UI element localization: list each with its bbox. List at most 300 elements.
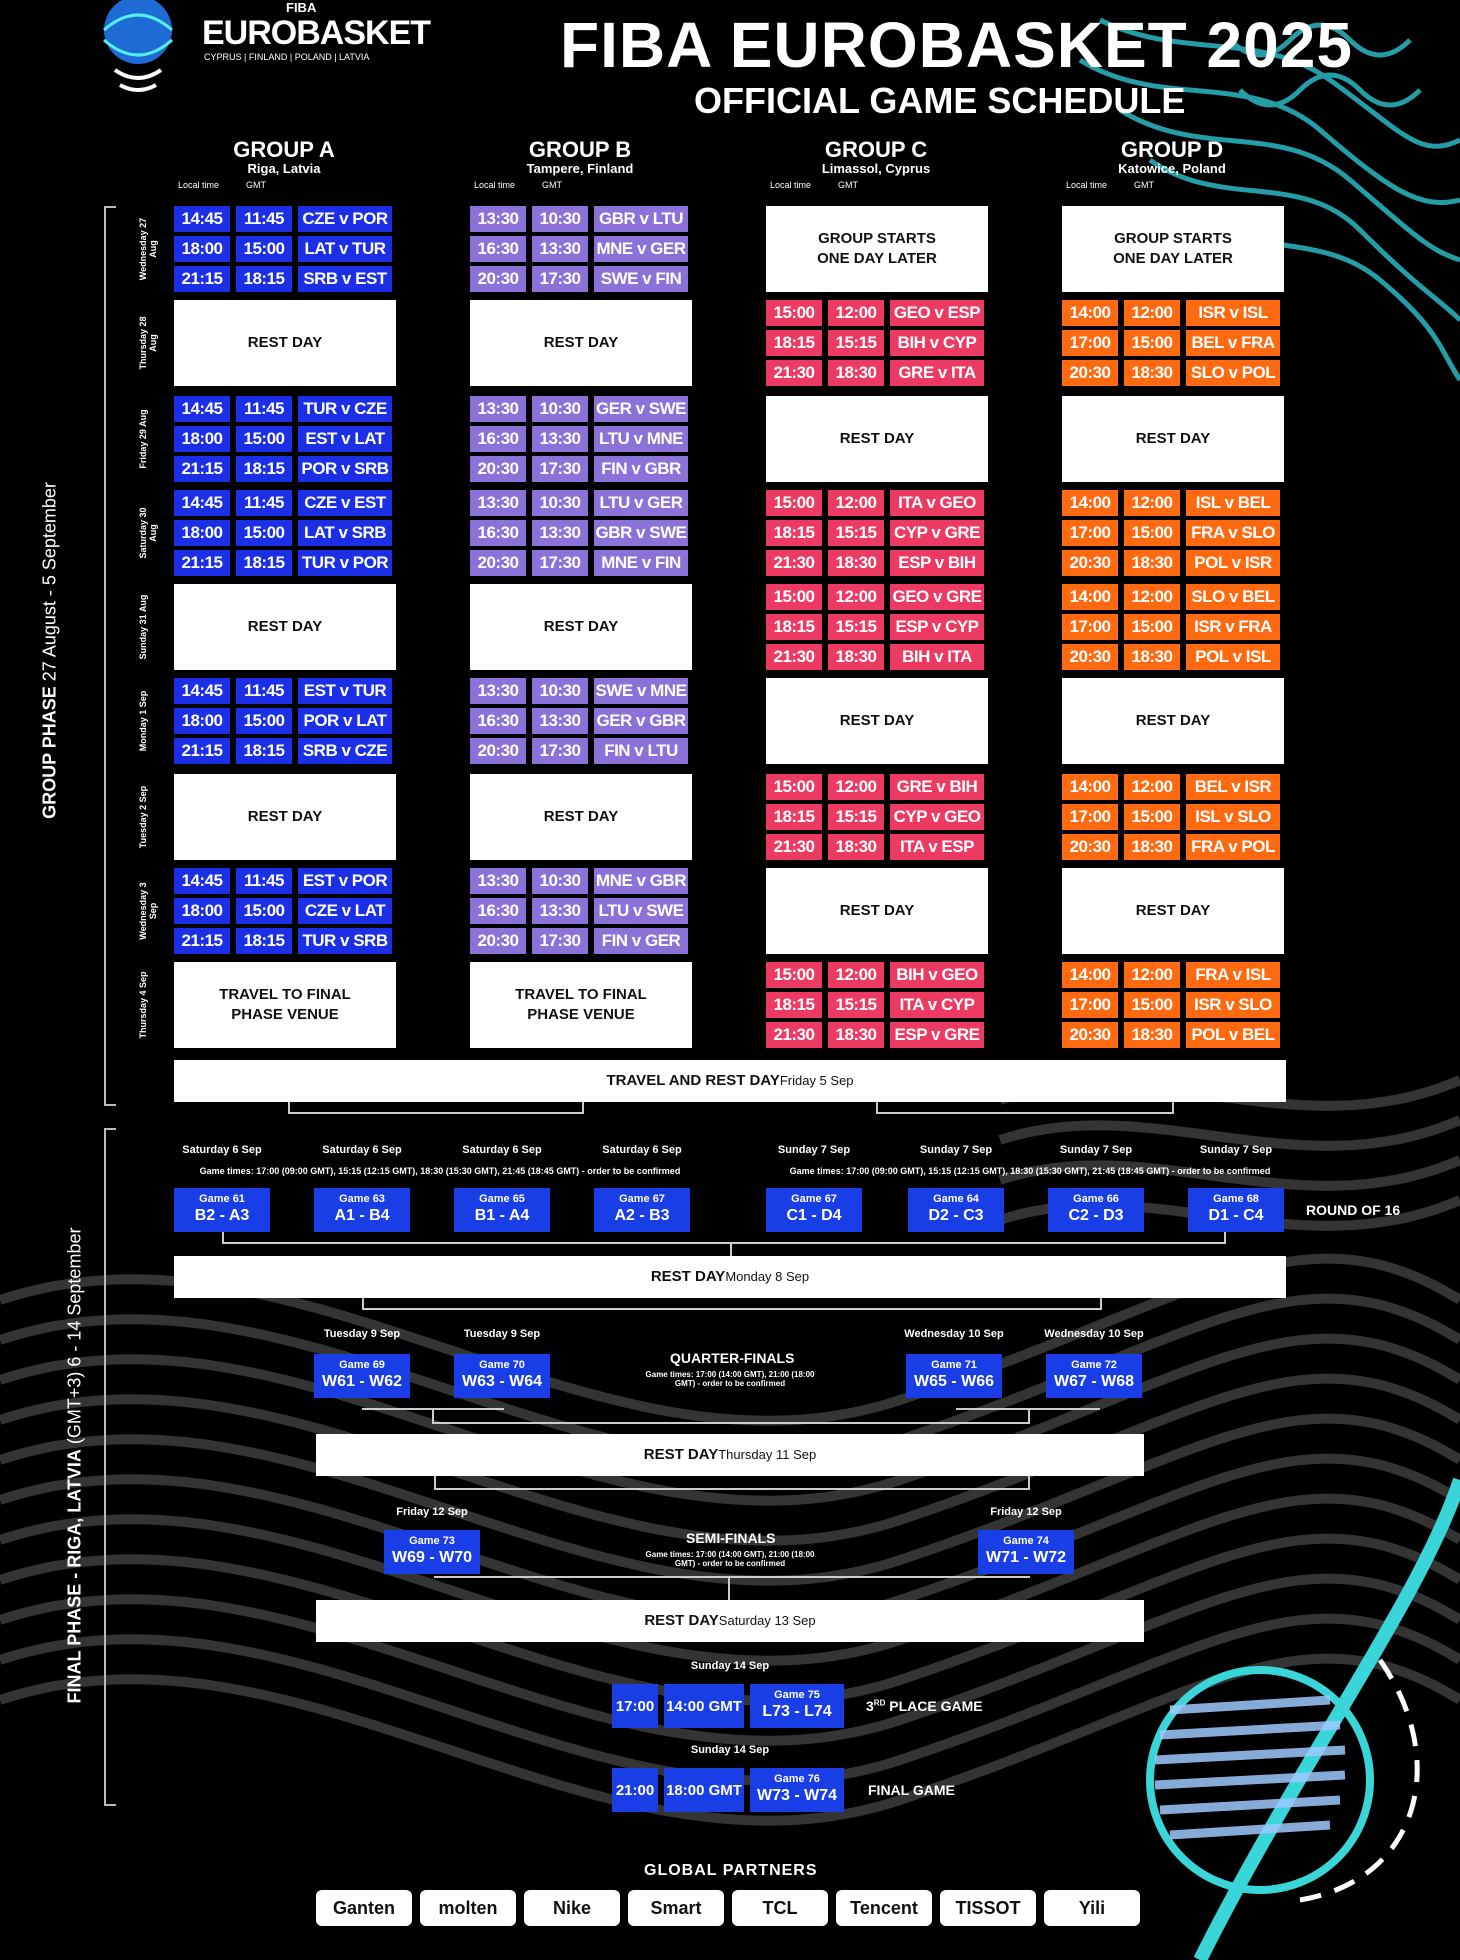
- matchup: LAT v TUR: [298, 236, 392, 262]
- game-number: Game 67: [619, 1193, 665, 1205]
- gmt-time: 15:00: [1124, 520, 1180, 546]
- fiba-wordmark: FIBA: [286, 0, 317, 15]
- rest13-date: Saturday 13 Sep: [718, 1613, 816, 1628]
- partner-logo[interactable]: Ganten: [316, 1890, 412, 1926]
- gmt-time: 18:15: [236, 738, 292, 764]
- gmt-time: 12:00: [1124, 300, 1180, 326]
- local-time: 16:30: [470, 520, 526, 546]
- local-time: 18:00: [174, 898, 230, 924]
- connector-line: [222, 1242, 1226, 1244]
- day-label: Tuesday 2 Sep: [138, 785, 148, 849]
- partner-logo[interactable]: TISSOT: [940, 1890, 1036, 1926]
- game-box[interactable]: [1046, 1354, 1142, 1398]
- host-countries: CYPRUS | FINLAND | POLAND | LATVIA: [204, 52, 370, 62]
- game-row[interactable]: [470, 206, 688, 232]
- game-row[interactable]: [470, 456, 688, 482]
- gmt-time: 12:00: [1124, 962, 1180, 988]
- gmt-time: 11:45: [236, 206, 292, 232]
- game-number: Game 73: [409, 1535, 455, 1547]
- game-row[interactable]: [1062, 360, 1280, 386]
- day-label: Sunday 31 Aug: [138, 594, 148, 660]
- game-row[interactable]: [1062, 962, 1280, 988]
- gmt-time: 15:00: [236, 236, 292, 262]
- local-time: 17:00: [1062, 330, 1118, 356]
- game-number: Game 72: [1071, 1359, 1117, 1371]
- gmt-time: 10:30: [532, 490, 588, 516]
- matchup: POR v SRB: [298, 456, 392, 482]
- game-row[interactable]: [766, 360, 984, 386]
- gmt-time: 18:15: [236, 550, 292, 576]
- matchup: GRE v ITA: [890, 360, 984, 386]
- local-time: 14:45: [174, 396, 230, 422]
- game-box[interactable]: [454, 1188, 550, 1232]
- gmt-time: 12:00: [828, 584, 884, 610]
- game-row[interactable]: [470, 898, 688, 924]
- rest-day-box: REST DAY: [766, 678, 988, 764]
- game-matchup: W73 - W74: [756, 1787, 837, 1804]
- connector-line: [362, 1298, 364, 1310]
- gmt-time: 13:30: [532, 426, 588, 452]
- game-box[interactable]: [314, 1188, 410, 1232]
- game-row[interactable]: [1062, 490, 1280, 516]
- local-time: 21:30: [766, 360, 822, 386]
- r16-sunday-times: Game times: 17:00 (09:00 GMT), 15:15 (12:15 GMT), 18:30 (15:30 GMT), 21:45 (18:45 GMT) - order to be confirmed: [789, 1166, 1271, 1176]
- game-number: Game 76: [774, 1773, 820, 1785]
- game-row[interactable]: [766, 330, 984, 356]
- connector-line: [876, 1112, 1172, 1114]
- rest11-date: Thursday 11 Sep: [718, 1447, 817, 1462]
- matchup: BEL v FRA: [1186, 330, 1280, 356]
- matchup: POL v BEL: [1186, 1022, 1280, 1048]
- game-row[interactable]: [174, 868, 392, 894]
- gmt-column-label: GMT: [246, 180, 266, 190]
- game-row[interactable]: [174, 236, 392, 262]
- final-phase-dates: (GMT+3) 6 - 14 September: [64, 1227, 85, 1450]
- matchup: MNE v GBR: [594, 868, 688, 894]
- game-row[interactable]: [174, 550, 392, 576]
- game-row[interactable]: [766, 834, 984, 860]
- gmt-time: 17:30: [532, 456, 588, 482]
- day-label: Thursday 4 Sep: [138, 971, 148, 1039]
- matchup: EST v TUR: [298, 678, 392, 704]
- partner-logo[interactable]: Yili: [1044, 1890, 1140, 1926]
- game-matchup: B2 - A3: [194, 1207, 250, 1224]
- rest-day-band-13sep: [316, 1600, 1144, 1642]
- game-day: Tuesday 9 Sep: [463, 1328, 541, 1340]
- matchup: FIN v LTU: [594, 738, 688, 764]
- local-time: 14:45: [174, 868, 230, 894]
- matchup: TUR v POR: [298, 550, 392, 576]
- game-day: Friday 12 Sep: [396, 1506, 468, 1518]
- game-number: Game 74: [1003, 1535, 1049, 1547]
- gmt-time: 15:00: [1124, 992, 1180, 1018]
- gmt-time: 18:30: [828, 1022, 884, 1048]
- final-phase-label: [65, 1221, 86, 1711]
- rest8-title: REST DAY: [650, 1268, 726, 1285]
- game-row[interactable]: [470, 928, 688, 954]
- game-box[interactable]: [384, 1530, 480, 1574]
- game-box[interactable]: [174, 1188, 270, 1232]
- gmt-time: 15:00: [236, 426, 292, 452]
- game-row[interactable]: [470, 520, 688, 546]
- game-matchup: W61 - W62: [321, 1373, 402, 1390]
- final-day: Sunday 14 Sep: [690, 1744, 770, 1756]
- game-row[interactable]: [1062, 834, 1280, 860]
- local-time: 21:30: [766, 834, 822, 860]
- game-row[interactable]: [174, 678, 392, 704]
- local-time: 21:15: [174, 928, 230, 954]
- local-time: 18:00: [174, 236, 230, 262]
- game-76[interactable]: [750, 1768, 844, 1812]
- game-matchup: A2 - B3: [614, 1207, 670, 1224]
- connector-line: [432, 1422, 1030, 1424]
- gmt-time: 15:15: [828, 520, 884, 546]
- game-row[interactable]: [174, 898, 392, 924]
- game-row[interactable]: [174, 266, 392, 292]
- connector-line: [434, 1476, 436, 1490]
- game-day: Sunday 7 Sep: [777, 1144, 851, 1156]
- game-box[interactable]: [766, 1188, 862, 1232]
- game-row[interactable]: [470, 236, 688, 262]
- day-label: Wednesday 27 Aug: [138, 217, 158, 281]
- gmt-time: 18:30: [1124, 550, 1180, 576]
- local-time: 14:00: [1062, 490, 1118, 516]
- game-row[interactable]: [174, 708, 392, 734]
- group-phase-bracket: [104, 206, 116, 1106]
- local-time: 14:45: [174, 490, 230, 516]
- group-starts-later-box: GROUP STARTS ONE DAY LATER: [1062, 206, 1284, 292]
- game-row[interactable]: [766, 300, 984, 326]
- game-matchup: C1 - D4: [786, 1207, 842, 1224]
- connector-line: [434, 1488, 1030, 1490]
- gmt-column-label: GMT: [838, 180, 858, 190]
- matchup: ESP v CYP: [890, 614, 984, 640]
- game-row[interactable]: [174, 490, 392, 516]
- game-box[interactable]: [314, 1354, 410, 1398]
- third-place-number: 3: [866, 1698, 874, 1714]
- game-row[interactable]: [1062, 804, 1280, 830]
- local-time: 15:00: [766, 774, 822, 800]
- game-row[interactable]: [1062, 520, 1280, 546]
- game-row[interactable]: [766, 614, 984, 640]
- group-name: GROUP A: [233, 137, 335, 162]
- game-row[interactable]: [766, 1022, 984, 1048]
- local-time: 21:30: [766, 1022, 822, 1048]
- gmt-time: 18:15: [236, 266, 292, 292]
- game-row[interactable]: [174, 520, 392, 546]
- gmt-time: 13:30: [532, 236, 588, 262]
- game-number: Game 68: [1213, 1193, 1259, 1205]
- game-number: Game 61: [199, 1193, 245, 1205]
- game-day: Saturday 6 Sep: [462, 1144, 542, 1156]
- gmt-time: 15:00: [1124, 614, 1180, 640]
- game-matchup: L73 - L74: [762, 1703, 832, 1720]
- local-time: 13:30: [470, 206, 526, 232]
- game-number: Game 67: [791, 1193, 837, 1205]
- game-row[interactable]: [1062, 300, 1280, 326]
- rest-day-box: REST DAY: [766, 868, 988, 954]
- group-header-a: [154, 137, 414, 190]
- gmt-time: 11:45: [236, 678, 292, 704]
- gmt-time: 17:30: [532, 550, 588, 576]
- page-subtitle: OFFICIAL GAME SCHEDULE: [694, 80, 1186, 121]
- game-row[interactable]: [470, 550, 688, 576]
- rest-day-box: REST DAY: [766, 396, 988, 482]
- matchup: CZE v EST: [298, 490, 392, 516]
- matchup: CYP v GEO: [890, 804, 984, 830]
- game-row[interactable]: [1062, 550, 1280, 576]
- matchup: CZE v POR: [298, 206, 392, 232]
- game-row[interactable]: [470, 396, 688, 422]
- gmt-time: 15:15: [828, 992, 884, 1018]
- matchup: CZE v LAT: [298, 898, 392, 924]
- rest-day-box: REST DAY: [174, 300, 396, 386]
- rest-day-box: REST DAY: [470, 300, 692, 386]
- matchup: SRB v EST: [298, 266, 392, 292]
- matchup: BIH v CYP: [890, 330, 984, 356]
- travel-box: TRAVEL TO FINAL PHASE VENUE: [174, 962, 396, 1048]
- game-box[interactable]: [1048, 1188, 1144, 1232]
- game-row[interactable]: [174, 396, 392, 422]
- game-box[interactable]: [1188, 1188, 1284, 1232]
- partner-logo[interactable]: TCL: [732, 1890, 828, 1926]
- gmt-time: 15:15: [828, 804, 884, 830]
- local-time: 18:15: [766, 520, 822, 546]
- rest11-title: REST DAY: [643, 1446, 719, 1463]
- game-row[interactable]: [1062, 644, 1280, 670]
- game-row[interactable]: [1062, 1022, 1280, 1048]
- local-time-column-label: Local time: [770, 180, 812, 190]
- gmt-column-label: GMT: [542, 180, 562, 190]
- group-header-c: [746, 137, 1006, 190]
- sf-times: Game times: 17:00 (14:00 GMT), 21:00 (18:00 GMT) - order to be confirmed: [645, 1550, 815, 1568]
- game-row[interactable]: [766, 992, 984, 1018]
- connector-line: [1172, 1102, 1174, 1114]
- gmt-time: 15:00: [1124, 330, 1180, 356]
- local-time: 21:15: [174, 266, 230, 292]
- game-matchup: D1 - C4: [1208, 1207, 1264, 1224]
- matchup: ISR v FRA: [1186, 614, 1280, 640]
- partner-logo[interactable]: Smart: [628, 1890, 724, 1926]
- partner-logo[interactable]: Nike: [524, 1890, 620, 1926]
- game-box[interactable]: [454, 1354, 550, 1398]
- gmt-time: 18:15: [236, 456, 292, 482]
- game-row[interactable]: [470, 708, 688, 734]
- game-row[interactable]: [470, 426, 688, 452]
- game-box[interactable]: [906, 1354, 1002, 1398]
- travel-rest-band: [174, 1060, 1286, 1102]
- gmt-time: 15:00: [236, 898, 292, 924]
- game-matchup: W65 - W66: [913, 1373, 994, 1390]
- gmt-time: 15:00: [1124, 804, 1180, 830]
- gmt-time: 18:30: [1124, 644, 1180, 670]
- gmt-time: 12:00: [1124, 584, 1180, 610]
- matchup: ITA v GEO: [890, 490, 984, 516]
- local-time: 20:30: [470, 928, 526, 954]
- local-time: 21:15: [174, 550, 230, 576]
- local-time: 21:30: [766, 550, 822, 576]
- game-row[interactable]: [174, 928, 392, 954]
- game-number: Game 64: [933, 1193, 979, 1205]
- gmt-time: 11:45: [236, 868, 292, 894]
- matchup: POL v ISL: [1186, 644, 1280, 670]
- game-row[interactable]: [766, 962, 984, 988]
- game-row[interactable]: [1062, 774, 1280, 800]
- game-row[interactable]: [1062, 992, 1280, 1018]
- game-number: Game 70: [479, 1359, 525, 1371]
- matchup: LAT v SRB: [298, 520, 392, 546]
- game-box[interactable]: [908, 1188, 1004, 1232]
- matchup: SRB v CZE: [298, 738, 392, 764]
- game-day: Friday 12 Sep: [990, 1506, 1062, 1518]
- matchup: GBR v SWE: [594, 520, 688, 546]
- game-row[interactable]: [766, 490, 984, 516]
- game-row[interactable]: [174, 456, 392, 482]
- game-row[interactable]: [174, 426, 392, 452]
- basketball-logo-icon: [90, 0, 190, 100]
- game-matchup: C2 - D3: [1068, 1207, 1124, 1224]
- matchup: ISL v SLO: [1186, 804, 1280, 830]
- gmt-time: 12:00: [1124, 490, 1180, 516]
- matchup: CYP v GRE: [890, 520, 984, 546]
- local-time: 15:00: [766, 584, 822, 610]
- matchup: FRA v SLO: [1186, 520, 1280, 546]
- game-row[interactable]: [766, 644, 984, 670]
- day-label: Friday 29 Aug: [138, 409, 148, 469]
- local-time: 14:00: [1062, 584, 1118, 610]
- group-city: Riga, Latvia: [247, 161, 321, 176]
- connector-line: [1028, 1476, 1030, 1490]
- game-row[interactable]: [174, 738, 392, 764]
- game-row[interactable]: [766, 804, 984, 830]
- game-row[interactable]: [766, 550, 984, 576]
- local-time: 20:30: [1062, 644, 1118, 670]
- connector-line: [362, 1308, 1102, 1310]
- third-place-gmt-time: 14:00 GMT: [664, 1684, 744, 1728]
- local-time: 14:00: [1062, 300, 1118, 326]
- connector-line: [730, 1242, 732, 1256]
- game-row[interactable]: [766, 520, 984, 546]
- final-phase-title: FINAL PHASE - RIGA, LATVIA: [64, 1449, 85, 1704]
- gmt-time: 18:30: [1124, 1022, 1180, 1048]
- game-row[interactable]: [1062, 614, 1280, 640]
- local-time: 18:00: [174, 520, 230, 546]
- game-day: Sunday 7 Sep: [1199, 1144, 1273, 1156]
- game-row[interactable]: [470, 738, 688, 764]
- game-number: Game 66: [1073, 1193, 1119, 1205]
- game-matchup: W63 - W64: [461, 1373, 542, 1390]
- local-time: 17:00: [1062, 992, 1118, 1018]
- rest-day-band-8sep: [174, 1256, 1286, 1298]
- local-time: 20:30: [470, 266, 526, 292]
- third-place-day: Sunday 14 Sep: [690, 1660, 770, 1672]
- game-matchup: W67 - W68: [1053, 1373, 1134, 1390]
- gmt-time: 11:45: [236, 396, 292, 422]
- gmt-time: 17:30: [532, 738, 588, 764]
- local-time: 21:15: [174, 456, 230, 482]
- matchup: MNE v GER: [594, 236, 688, 262]
- game-matchup: W69 - W70: [391, 1549, 472, 1566]
- game-box[interactable]: [594, 1188, 690, 1232]
- gmt-time: 10:30: [532, 206, 588, 232]
- gmt-time: 15:00: [236, 708, 292, 734]
- game-day: Sunday 7 Sep: [919, 1144, 993, 1156]
- local-time: 16:30: [470, 236, 526, 262]
- local-time: 13:30: [470, 868, 526, 894]
- partner-logo[interactable]: Tencent: [836, 1890, 932, 1926]
- matchup: TUR v CZE: [298, 396, 392, 422]
- game-matchup: B1 - A4: [474, 1207, 530, 1224]
- connector-line: [1224, 1232, 1226, 1244]
- game-row[interactable]: [174, 206, 392, 232]
- quarter-finals-label: QUARTER-FINALS: [670, 1350, 795, 1366]
- gmt-time: 12:00: [828, 490, 884, 516]
- matchup: ITA v ESP: [890, 834, 984, 860]
- game-row[interactable]: [1062, 330, 1280, 356]
- local-time: 18:15: [766, 804, 822, 830]
- gmt-time: 18:30: [1124, 360, 1180, 386]
- game-matchup: W71 - W72: [985, 1549, 1066, 1566]
- group-phase-label: [40, 451, 61, 851]
- travel-box: TRAVEL TO FINAL PHASE VENUE: [470, 962, 692, 1048]
- gmt-time: 17:30: [532, 266, 588, 292]
- day-label: Monday 1 Sep: [138, 690, 148, 752]
- gmt-time: 17:30: [532, 928, 588, 954]
- matchup: FRA v POL: [1186, 834, 1280, 860]
- gmt-time: 12:00: [828, 962, 884, 988]
- game-box[interactable]: [978, 1530, 1074, 1574]
- group-header-b: [450, 137, 710, 190]
- local-time: 15:00: [766, 962, 822, 988]
- game-row[interactable]: [1062, 584, 1280, 610]
- game-day: Wednesday 10 Sep: [1044, 1328, 1144, 1340]
- local-time: 16:30: [470, 898, 526, 924]
- game-row[interactable]: [470, 868, 688, 894]
- local-time: 21:30: [766, 644, 822, 670]
- matchup: BIH v ITA: [890, 644, 984, 670]
- local-time: 20:30: [1062, 360, 1118, 386]
- local-time: 18:15: [766, 330, 822, 356]
- local-time: 13:30: [470, 490, 526, 516]
- third-place-suffix: RD: [873, 1698, 886, 1708]
- game-row[interactable]: [470, 266, 688, 292]
- matchup: GRE v BIH: [890, 774, 984, 800]
- matchup: MNE v FIN: [594, 550, 688, 576]
- group-name: GROUP B: [528, 137, 632, 162]
- rest-day-box: REST DAY: [1062, 868, 1284, 954]
- gmt-time: 12:00: [828, 774, 884, 800]
- game-row[interactable]: [470, 490, 688, 516]
- matchup: ISR v SLO: [1186, 992, 1280, 1018]
- local-time: 15:00: [766, 300, 822, 326]
- matchup: GEO v ESP: [890, 300, 984, 326]
- final-game-label: FINAL GAME: [868, 1782, 955, 1798]
- game-number: Game 75: [774, 1689, 820, 1701]
- partner-logo[interactable]: molten: [420, 1890, 516, 1926]
- r16-saturday-times: Game times: 17:00 (09:00 GMT), 15:15 (12:15 GMT), 18:30 (15:30 GMT), 21:45 (18:45 GMT) - order to be confirmed: [199, 1166, 681, 1176]
- matchup: LTU v GER: [594, 490, 688, 516]
- rest-day-box: REST DAY: [470, 774, 692, 860]
- game-75[interactable]: [750, 1684, 844, 1728]
- game-row[interactable]: [766, 584, 984, 610]
- global-partners-title: GLOBAL PARTNERS: [644, 1862, 818, 1879]
- matchup: GBR v LTU: [594, 206, 688, 232]
- matchup: POR v LAT: [298, 708, 392, 734]
- local-time: 20:30: [1062, 1022, 1118, 1048]
- game-row[interactable]: [470, 678, 688, 704]
- matchup: ESP v BIH: [890, 550, 984, 576]
- game-row[interactable]: [766, 774, 984, 800]
